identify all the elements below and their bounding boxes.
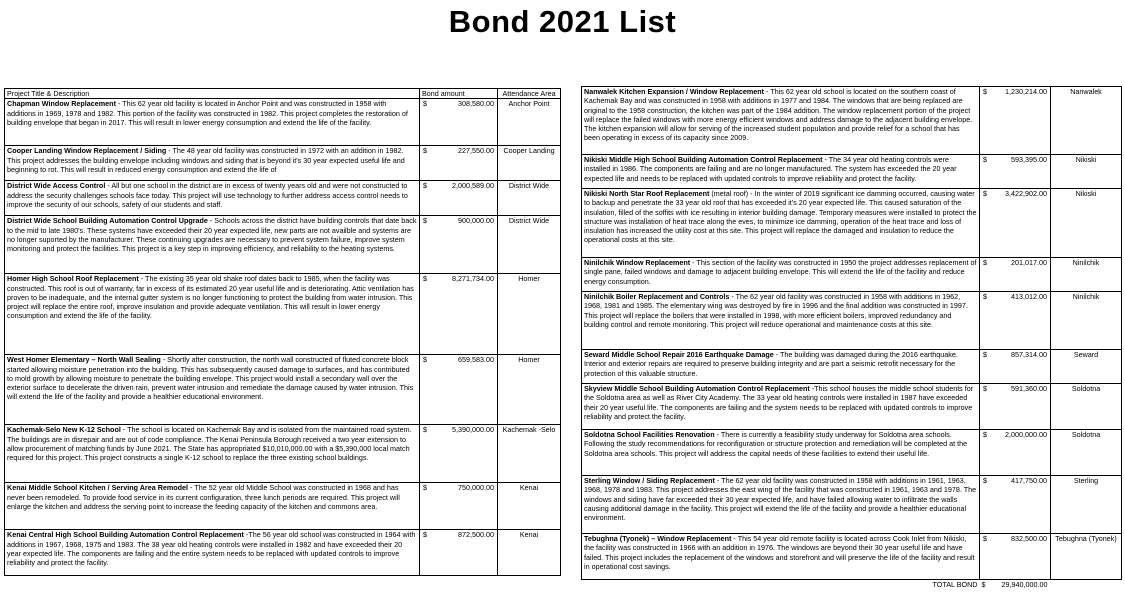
project-title: District Wide School Building Automation Control Upgrade: [7, 216, 208, 226]
currency-symbol: $: [980, 350, 993, 384]
attendance-area: Kenai: [498, 530, 561, 576]
currency-symbol: $: [420, 425, 434, 483]
project-description: (metal roof) - In the winter of 2019 significant ice damming occurred, causing water to backup and penetrate the 33 year old roof that has exceeded it's 20 year expected life. This caused saturation of the insulation, filled of the soffits with ice resulting in interior building damage. Temporary measures were installed to protect the structure was installation of heat trace along the eves, to minimize ice damming, operation of the heat trace and loss of insulation has increased the utility cost at this site. This project will replace the damaged and insulation to reduce the operational costs at this site.: [584, 189, 977, 245]
attendance-area: District Wide: [498, 181, 561, 216]
project-description-cell: [582, 350, 980, 384]
attendance-area: Nanwalek: [1051, 87, 1122, 155]
project-description: - This 62 year old school is located on the southern coast of Kachemak Bay and was constructed in 1958 with additions in 1977 and 1984. The windows that are being replaced are original to the 1958 construction, the kitchen was part of the 1984 addition. The window replacement portion of the project will replace the failed windows with more energy efficient windows and address damage to the adjacent building envelope. The kitchen expansion will allow for serving of the increased student population and provide relief for a school that has been operating in excess of its capacity since 2009.: [584, 87, 973, 143]
project-description: - The school is located on Kachemak Bay and is isolated from the maintained road system. The buildings are in disrepair and are out of code compliance. The Kenai Peninsula Borough received a two year extension to allow procurement of matching funds by June 2021. The State has appropriated $10,010,000.00 with a $5,390,000 local match required for this project. This project constructs a single K-12 school to replace the three existing school buildings.: [7, 425, 412, 462]
attendance-area: Anchor Point: [498, 99, 561, 146]
total-label: TOTAL BOND: [932, 580, 978, 589]
project-description-cell: [582, 155, 980, 189]
project-description-cell: [5, 181, 420, 216]
project-row: [5, 355, 561, 425]
currency-symbol: $: [420, 274, 434, 355]
project-description: - This 54 year old remote facility is located across Cook Inlet from Nikiski, the facility was constructed in 1966 with an addition in 1976. The windows are beyond their 30 year useful life and have failed. This project includes the replacement of the windows and storefront and will preserve the life of the facility and result in operational cost savings.: [584, 534, 975, 571]
bond-amount: 201,017.00: [993, 258, 1051, 292]
total-empty-cell: [1051, 580, 1122, 590]
attendance-area: Soldotna: [1051, 430, 1122, 476]
currency-symbol: $: [420, 216, 434, 274]
project-row: [582, 350, 1122, 384]
attendance-area: Ninilchik: [1051, 258, 1122, 292]
project-title: Ninilchik Window Replacement: [584, 258, 691, 267]
bond-amount: 872,500.00: [434, 530, 498, 576]
project-title: Nanwalek Kitchen Expansion / Window Replacement: [584, 87, 765, 96]
project-title: Cooper Landing Window Replacement / Siding: [7, 146, 167, 156]
attendance-area: Homer: [498, 274, 561, 355]
bond-amount: 900,000.00: [434, 216, 498, 274]
bond-amount: 750,000.00: [434, 483, 498, 530]
project-row: [5, 483, 561, 530]
bond-amount: 5,390,000.00: [434, 425, 498, 483]
project-title: Tebughna (Tyonek) – Window Replacement: [584, 534, 732, 543]
project-title: Homer High School Roof Replacement: [7, 274, 139, 284]
project-description: - All but one school in the district are in excess of twenty years old and were not constructed to address the security challenges schools face today. This project will use technology to further address access control needs to improve the security of our schools, safety of our students and staff.: [7, 181, 408, 209]
currency-symbol: $: [980, 534, 993, 580]
bond-amount: 227,550.00: [434, 146, 498, 181]
project-title: District Wide Access Control: [7, 181, 106, 191]
bond-amount: 832,500.00: [993, 534, 1051, 580]
project-title: Chapman Window Replacement: [7, 99, 116, 109]
total-currency-symbol: $: [981, 580, 986, 589]
bond-amount: 591,360.00: [993, 384, 1051, 430]
bond-amount: 857,314.00: [993, 350, 1051, 384]
project-row: [582, 258, 1122, 292]
total-row: [582, 580, 1122, 590]
project-row: [5, 146, 561, 181]
project-description: -This school houses the middle school students for the Soldotna area as well as River City Academy. The 33 year old heating controls were installed in 1987 have exceeded their 20 year useful life. The components are failing and the system needs to be replaced with updated controls to improve reliability and protect the facility.: [584, 384, 974, 421]
project-description: -The 56 year old school was constructed in 1964 with additions in 1967, 1968, 1975 and 1983. The 38 year old heating controls were installed in 1982 and have exceeded their 20 year expected life. The components are failing and the entire system needs to be replaced with updated controls to improve reliability and protect the facility.: [7, 530, 416, 567]
bond-table-right: [581, 86, 1122, 589]
project-description-cell: [582, 258, 980, 292]
page-title: Bond 2021 List: [448, 4, 677, 39]
project-row: [582, 430, 1122, 476]
project-description-cell: [5, 274, 420, 355]
attendance-area: Soldotna: [1051, 384, 1122, 430]
attendance-area: Ninilchik: [1051, 292, 1122, 350]
currency-symbol: $: [980, 189, 993, 258]
bond-amount: 308,580.00: [434, 99, 498, 146]
currency-symbol: $: [420, 99, 434, 146]
bond-amount: 8,271,734.00: [434, 274, 498, 355]
header-project: Project Title & Description: [5, 89, 420, 99]
bond-amount: 2,000,589.00: [434, 181, 498, 216]
project-description: - The 48 year old facility was constructed in 1972 with an addition in 1982. This project addresses the building envelope including windows and siding that is beyond it's 30 year expected useful life and beginning to rot. This will result in reduced energy consumption and extend the life of: [7, 146, 405, 174]
currency-symbol: $: [980, 292, 993, 350]
project-row: [582, 292, 1122, 350]
project-row: [5, 530, 561, 576]
project-description-cell: [582, 292, 980, 350]
attendance-area: Sterling: [1051, 476, 1122, 534]
currency-symbol: $: [980, 258, 993, 292]
bond-table-left: [4, 88, 561, 576]
project-title: Sterling Window / Siding Replacement: [584, 476, 715, 485]
bond-amount: 593,395.00: [993, 155, 1051, 189]
header-area: Attendance Area: [498, 89, 561, 99]
project-description-cell: [5, 483, 420, 530]
project-description-cell: [582, 189, 980, 258]
project-description-cell: [5, 216, 420, 274]
project-title: Kachemak-Selo New K-12 School: [7, 425, 121, 435]
project-title: Seward Middle School Repair 2016 Earthquake Damage: [584, 350, 774, 359]
project-description: - Shortly after construction, the north wall constructed of fluted concrete block started allowing moisture penetration into the building. This has subsequently caused damage to surfaces, and has contributed to mold growth by allowing moisture to penetrate the building envelope. This project would install a secondary wall over the exterior surface to decelerate the driven rain, prevent water intrusion and remediate the damage caused by water intrusion. This will extend the life of the facility and provide a healthier educational environment.: [7, 355, 414, 402]
project-description: - Schools across the district have building controls that date back to the mid to late 1980's. These systems have exceeded their 20 year expected life, new parts are not availble and systems are no longer suported by the manufacturer. These continuing upgrades are necessary to prevent system failure, improve system monitoring and protect the facilities. This project is a key step in improving efficiency, and reliability to the heating systems.: [7, 216, 417, 253]
project-description-cell: [582, 87, 980, 155]
project-description-cell: [582, 476, 980, 534]
project-row: [582, 155, 1122, 189]
project-description: - The 62 year old facility was constructed in 1958 with additions in 1962, 1968, 1981 and 1985. The elementary wing was destroyed by fire in 1996 and the final addition was constructed in 1997. This project will replace the boilers that were installed in 1998, with more efficient boilers, improved redundancy and building control and remote monitoring. This project will reduce operational and maintenance costs at this site.: [584, 292, 968, 329]
project-row: [5, 216, 561, 274]
project-description: - This 62 year old facility is located in Anchor Point and was constructed in 1958 with additions in 1969, 1978 and 1982. This portion of the facility was constructed in 1982. This project completes the restoration of building envelope that began in 2017. This will result in lower energy consumption and extend the life of the facility.: [7, 99, 408, 127]
bond-amount: 413,012.00: [993, 292, 1051, 350]
bond-amount: 659,583.00: [434, 355, 498, 425]
project-description-cell: [5, 355, 420, 425]
project-row: [582, 384, 1122, 430]
attendance-area: Nikiski: [1051, 155, 1122, 189]
project-description-cell: [5, 425, 420, 483]
bond-amount: 1,230,214.00: [993, 87, 1051, 155]
project-description: - This section of the facility was constructed in 1950 the project addresses replacement of single pane, failed windows and damage to adjacent building envelope. This will extend the life of the facility and reduce energy consumption.: [584, 258, 977, 286]
currency-symbol: $: [420, 530, 434, 576]
project-description-cell: [582, 430, 980, 476]
project-description: - The existing 35 year old shake roof dates back to 1985, when the facility was constructed. This roof is out of warranty, far in excess of its estimated 20 year useful life and is deteriorating. Attic ventilation has proven to be inadequate, and the internal gutter system is no longer functioning to protect the building from water intrusion. This project will replace the entire roof, improve insulation and provide adequate ventilation. This will result in lower energy consumption and extend the life of the facility.: [7, 274, 414, 321]
project-title: Ninilchik Boiler Replacement and Controls: [584, 292, 730, 301]
project-title: Kenai Middle School Kitchen / Serving Area Remodel: [7, 483, 189, 493]
project-description: - The 52 year old Middle School was constructed in 1968 and has never been remodeled. To provide food service in its current configuration, three lunch periods are required. This project will enlarge the kitchen and address the serving point to increase the feeding capacity of the kitchen and commons area.: [7, 483, 400, 511]
project-title: Nikiski North Star Roof Replacement: [584, 189, 710, 198]
project-description-cell: [5, 146, 420, 181]
attendance-area: Kachemak -Selo: [498, 425, 561, 483]
table-header-row: [5, 89, 561, 99]
header-amount: Bond amount: [420, 89, 498, 99]
project-description: - The 62 year old facility was constructed in 1958 with additions in 1961, 1963, 1968, 1978 and 1983. This project addresses the east wing of the facility that was constructed in 1961, 1963 and 1978. The windows and siding have far exceeded their 30 year expected life, and have failed allowing water to infiltrate the walls causing additional damage in the facility. This project will extend the life of the facility and provide a healthier educational environment.: [584, 476, 977, 522]
project-row: [582, 476, 1122, 534]
project-description-cell: [582, 534, 980, 580]
currency-symbol: $: [980, 155, 993, 189]
project-title: Nikiski Middle High School Building Automation Control Replacement: [584, 155, 823, 164]
attendance-area: Tebughna (Tyonek): [1051, 534, 1122, 580]
attendance-area: Cooper Landing: [498, 146, 561, 181]
currency-symbol: $: [420, 146, 434, 181]
attendance-area: Homer: [498, 355, 561, 425]
currency-symbol: $: [980, 430, 993, 476]
currency-symbol: $: [420, 181, 434, 216]
currency-symbol: $: [980, 476, 993, 534]
project-description: - The 34 year old heating controls were installed in 1986. The components are failing and are no longer manufactured. The system has exceeded the 20 year expected life and needs to be replaced with updated controls to improve reliability and protect the facility.: [584, 155, 957, 183]
project-description-cell: [5, 530, 420, 576]
attendance-area: District Wide: [498, 216, 561, 274]
project-title: Soldotna School Facilities Renovation: [584, 430, 715, 439]
total-amount: 29,940,000.00: [1001, 580, 1048, 589]
attendance-area: Seward: [1051, 350, 1122, 384]
currency-symbol: $: [980, 87, 993, 155]
project-row: [582, 87, 1122, 155]
project-description-cell: [582, 384, 980, 430]
project-description-cell: [5, 99, 420, 146]
project-description: - The building was damaged during the 2016 earthquake. Interior and exterior repairs are required to preserve building integrity and are part a seismic retrofit necessary for the protection of this valuable structure.: [584, 350, 958, 378]
bond-amount: 3,422,902.00: [993, 189, 1051, 258]
currency-symbol: $: [420, 355, 434, 425]
attendance-area: Kenai: [498, 483, 561, 530]
currency-symbol: $: [420, 483, 434, 530]
bond-amount: 2,000,000.00: [993, 430, 1051, 476]
project-title: Skyview Middle School Building Automation Control Replacement: [584, 384, 810, 393]
project-row: [5, 99, 561, 146]
bond-amount: 417,750.00: [993, 476, 1051, 534]
project-description: - There is currently a feasibility study underway for Soldotna area schools. Following the study recommendations for reconfiguration or structure protection and remediation will be completed at the Soldotna area schools. This project will address the capital needs of these facilities to extend their useful life.: [584, 430, 968, 458]
project-row: [5, 181, 561, 216]
project-row: [5, 425, 561, 483]
project-title: Kenai Central High School Building Automation Control Replacement: [7, 530, 244, 540]
currency-symbol: $: [980, 384, 993, 430]
project-title: West Homer Elementary – North Wall Sealing: [7, 355, 161, 365]
attendance-area: Nikiski: [1051, 189, 1122, 258]
project-row: [5, 274, 561, 355]
project-row: [582, 189, 1122, 258]
project-row: [582, 534, 1122, 580]
